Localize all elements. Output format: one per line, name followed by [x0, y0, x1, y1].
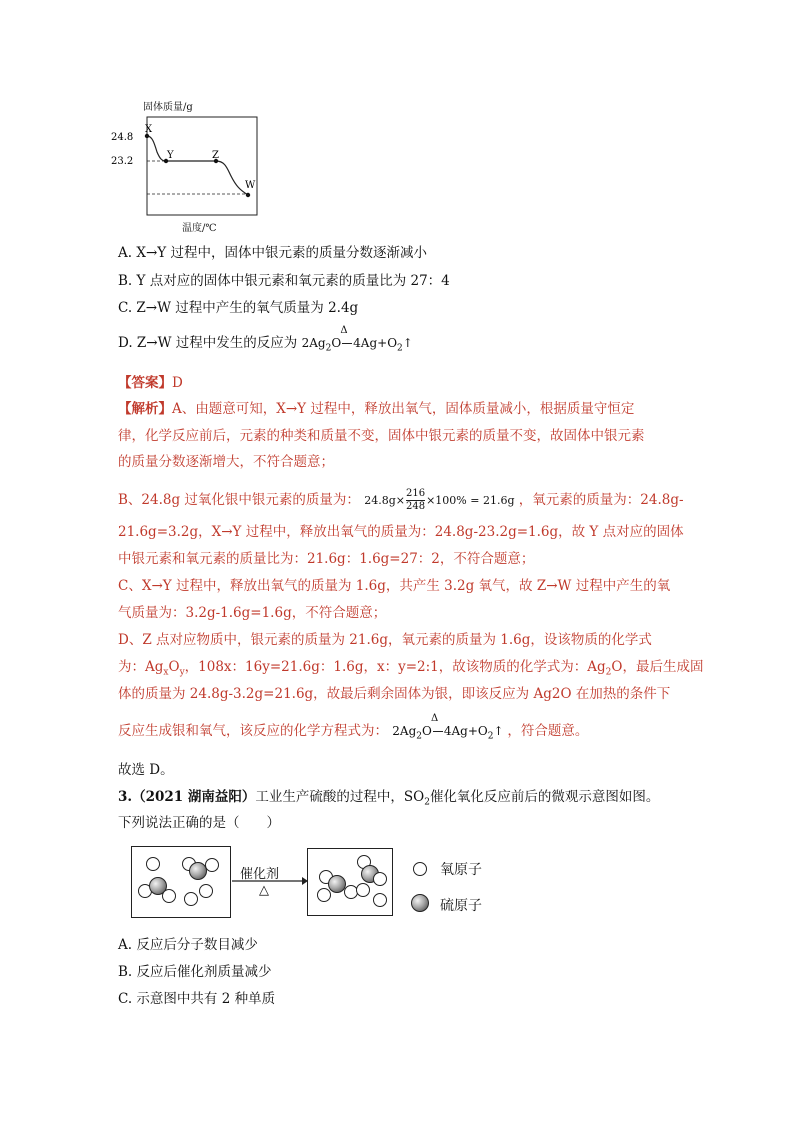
label-w: W	[245, 180, 256, 191]
q3-option-c: C. 示意图中共有 2 种单质	[118, 991, 276, 1007]
analysis-a3: 的质量分数逐渐增大，不符合题意；	[118, 454, 334, 470]
heat-symbol: △	[259, 883, 269, 898]
chart-frame	[147, 117, 257, 215]
line-chart	[110, 110, 270, 235]
legend-oxygen-label: 氧原子	[440, 862, 482, 878]
equation-analysis: $2Ag_2O$ Δ $4Ag+O_2↑$	[392, 724, 507, 738]
chart-ylabel: 固体质量/g	[143, 102, 193, 113]
chart-series-line	[147, 136, 248, 195]
oxygen-atom	[373, 893, 387, 907]
option-d	[118, 325, 413, 358]
oxygen-atom	[356, 883, 370, 897]
analysis-b3: 中银元素和氧元素的质量比为：21.6g：1.6g=27：2，不符合题意；	[118, 551, 535, 567]
oxygen-atom	[205, 858, 219, 872]
answer-line	[118, 373, 183, 393]
oxygen-atom	[373, 872, 387, 886]
analysis-c2: 气质量为：3.2g-1.6g=1.6g，不符合题意；	[118, 605, 387, 621]
label-y: Y	[167, 150, 174, 161]
analysis-a1: 【解析】A、由题意可知，X→Y 过程中，释放出氧气，固体质量减小，根据质量守恒定	[118, 401, 635, 417]
analysis-a2: 律，化学反应前后，元素的种类和质量不变，固体中银元素的质量不变，故固体中银元素	[118, 428, 645, 444]
sulfur-legend-icon	[411, 894, 429, 912]
conclusion: 故选 D。	[118, 762, 174, 778]
ytick-24-8: 24.8	[111, 132, 134, 143]
ytick-23-2: 23.2	[111, 156, 134, 167]
oxygen-atom	[184, 892, 198, 906]
analysis-d4: 反应生成银和氧气，该反应的化学方程式为： $2Ag_2O$ Δ $4Ag+O_2↑$ ，符合题意。	[118, 721, 588, 746]
delta-icon: Δ	[340, 325, 348, 336]
oxygen-atom	[162, 889, 176, 903]
after-reaction-box	[307, 848, 393, 916]
q3-source: （2021 湖南益阳）	[132, 789, 256, 805]
q3-number: 3.	[118, 789, 133, 805]
answer-label: 【答案】	[118, 375, 172, 391]
oxygen-atom	[146, 857, 160, 871]
option-c: C. Z→W 过程中产生的氧气质量为 2.4g	[118, 300, 359, 316]
point-w	[246, 193, 250, 197]
q3-stem-2: 下列说法正确的是（ ）	[118, 815, 280, 831]
delta-icon: Δ	[431, 713, 439, 724]
label-z: Z	[212, 150, 219, 161]
option-b: B. Y 点对应的固体中银元素和氧元素的质量比为 27：4	[118, 273, 450, 289]
chart-xlabel: 温度/℃	[182, 223, 217, 234]
analysis-b2: 21.6g=3.2g，X→Y 过程中，释放出氧气的质量为：24.8g-23.2g=1.6g，故 Y 点对应的固体	[118, 524, 684, 540]
catalyst-label: 催化剂	[240, 867, 280, 882]
oxygen-atom	[317, 888, 331, 902]
analysis-d3: 体的质量为 24.8g-3.2g=21.6g，故最后剩余固体为银，即该反应为 Ag2O 在加热的条件下	[118, 686, 671, 702]
oxygen-legend-icon	[413, 862, 427, 876]
label-x: X	[145, 124, 153, 135]
reaction-arrow-icon	[232, 876, 308, 886]
answer-value: D	[172, 375, 183, 391]
option-a: A. X→Y 过程中，固体中银元素的质量分数逐渐减小	[118, 245, 427, 261]
equation-d: $2Ag_2O$ Δ $4Ag+O_2↑$	[302, 336, 413, 350]
q3-option-b: B. 反应后催化剂质量减少	[118, 964, 272, 980]
analysis-b1: B、24.8g 过氧化银中银元素的质量为： 24.8g× $\frac{216}{248}$ ×100% = 21.6g ，氧元素的质量为：24.8g-	[118, 488, 684, 512]
silver-mass-formula: 24.8g× $\frac{216}{248}$ ×100% = 21.6g	[364, 488, 515, 512]
option-d-text: D. Z→W 过程中发生的反应为	[118, 335, 298, 351]
oxygen-atom	[199, 884, 213, 898]
q3-stem: 3.（2021 湖南益阳）工业生产硫酸的过程中，$SO_2$催化氧化反应前后的微观示意图如图。	[118, 789, 660, 808]
analysis-label: 【解析】	[118, 401, 172, 417]
analysis-d2: 为：$Ag_xO_y$，108x：16y=21.6g：1.6g，x：y=2:1，故该物质的化学式为：$Ag_2O$，最后生成固	[118, 659, 704, 678]
analysis-c1: C、X→Y 过程中，释放出氧气的质量为 1.6g，共产生 3.2g 氧气，故 Z→W 过程中产生的氧	[118, 578, 671, 594]
analysis-d1: D、Z 点对应物质中，银元素的质量为 21.6g，氧元素的质量为 1.6g，设该物质的化学式	[118, 632, 652, 648]
q3-option-a: A. 反应后分子数目减少	[118, 937, 258, 953]
before-reaction-box	[131, 846, 231, 918]
legend-sulfur-label: 硫原子	[440, 898, 482, 914]
